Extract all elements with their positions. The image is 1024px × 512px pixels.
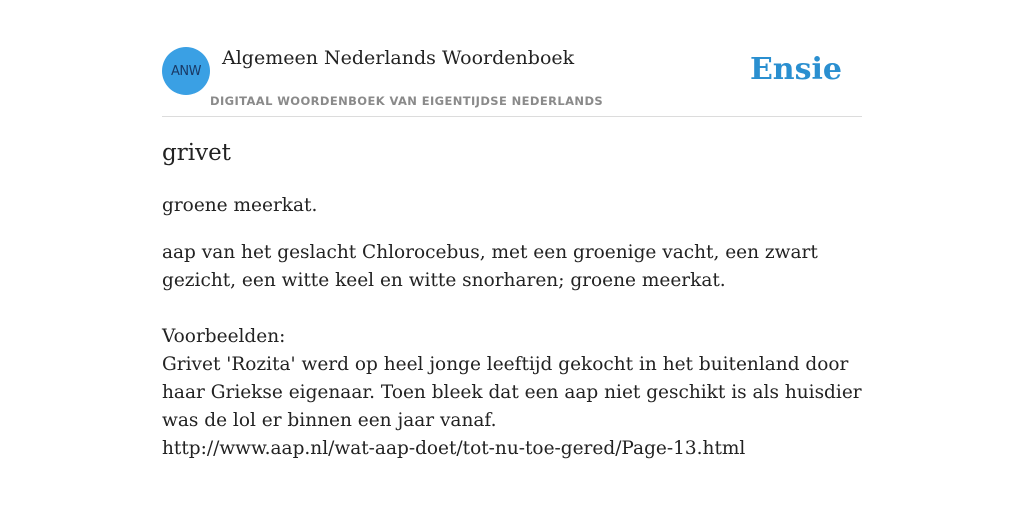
examples-section [162,323,874,463]
entry-word: grivet [162,140,231,166]
anw-logo[interactable]: ANW [162,47,210,95]
short-definition: groene meerkat. [162,195,318,216]
definition-text: aap van het geslacht Chlorocebus, met een groenige vacht, een zwart gezicht, een witte keel en witte snorharen; groene meerkat. [162,242,818,291]
site-header [162,40,862,117]
examples-label: Voorbeelden: [162,326,286,347]
site-title[interactable]: Algemeen Nederlands Woordenboek [222,47,575,69]
example-source-link[interactable]: http://www.aap.nl/wat-aap-doet/tot-nu-toe-gered/Page-13.html [162,438,746,459]
example-text: Grivet 'Rozita' werd op heel jonge leeftijd gekocht in het buitenland door haar Griekse eigenaar. Toen bleek dat een aap niet geschikt is als huisdier was de lol er binnen een jaar vanaf. [162,354,862,431]
definition [162,239,874,295]
site-subtitle: DIGITAAL WOORDENBOEK VAN EIGENTIJDSE NEDERLANDS [210,94,604,108]
ensie-brand-logo[interactable]: Ensie [749,52,842,87]
